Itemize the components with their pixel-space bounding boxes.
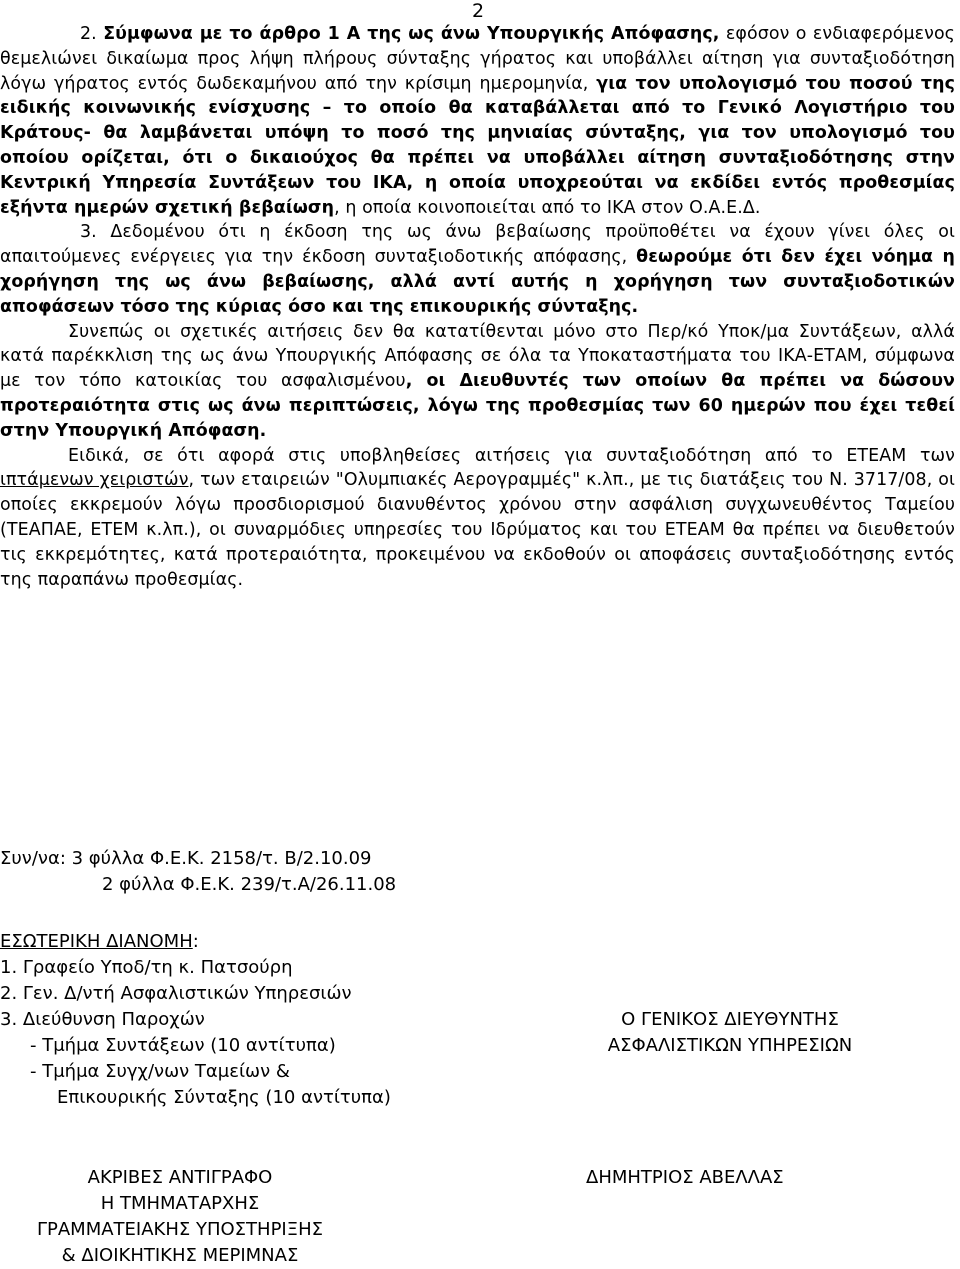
paragraph-4-bold-b: , οι Διευθυντές των οποίων θα πρέπει να δώσουν προτεραιότητα στις ως άνω περιπτώσεις, λόγω της προθεσμίας των 60 ημερών που έχει τεθεί στην Υπουργική Απόφαση. — [0, 371, 955, 441]
paragraph-3-text-a: Δεδομένου ότι η έκδοση της ως άνω βεβαίωσης προϋποθέτει να έχουν γίνει όλες οι απαιτούμενες ενέργειες για την έκδοση συνταξιοδοτικής απόφασης, — [0, 222, 955, 268]
paragraph-4-text-a: Συνεπώς οι σχετικές αιτήσεις δεν θα κατατίθενται μόνο στο Περ/κό Υποκ/μα Συντάξεων, αλλά κατά παρέκκλιση της ως άνω Υπουργικής Απόφασης σε όλα τα Υποκαταστήματα του ΙΚΑ-ΕΤΑΜ, σύμφωνα με τον τόπο κατοικίας του ασφαλισμένου — [0, 321, 955, 392]
paragraph-2 — [0, 22, 955, 220]
signer-title-line-1: Ο ΓΕΝΙΚΟΣ ΔΙΕΥΘΥΝΤΗΣ — [621, 1009, 839, 1030]
distribution-item: 3. Διεύθυνση Παροχών — [0, 1009, 205, 1030]
signer-name: ΔΗΜΗΤΡΙΟΣ ΑΒΕΛΛΑΣ — [586, 1167, 784, 1188]
paragraph-2-text-c: , η οποία κοινοποιείται από το ΙΚΑ στον Ο.Α.Ε.Δ. — [334, 197, 761, 218]
distribution-heading-colon: : — [192, 931, 199, 952]
certified-copy-line-2: Η ΤΜΗΜΑΤΑΡΧΗΣ — [100, 1193, 260, 1214]
certified-copy-block — [0, 1165, 360, 1269]
paragraph-3-number: 3. — [80, 222, 97, 243]
distribution-item: 2. Γεν. Δ/ντή Ασφαλιστικών Υπηρεσιών — [0, 983, 352, 1004]
attachment-line-2: 2 φύλλα Φ.Ε.Κ. 239/τ.Α/26.11.08 — [102, 874, 397, 895]
paragraph-2-number: 2. — [80, 24, 97, 44]
document-body — [0, 22, 955, 592]
distribution-sub-item: - Τμήμα Συγχ/νων Ταμείων & — [30, 1061, 290, 1082]
certified-copy-line-1: ΑΚΡΙΒΕΣ ΑΝΤΙΓΡΑΦΟ — [87, 1167, 273, 1188]
paragraph-4 — [0, 320, 955, 444]
signer-title-block — [560, 1007, 900, 1059]
paragraph-3-bold-b: θεωρούμε ότι δεν έχει νόημα η χορήγηση της ως άνω βεβαίωσης, αλλά αντί αυτής η χορήγηση των συνταξιοδοτικών αποφάσεων τόσο της κύριας όσο και της επικουρικής σύνταξης. — [0, 247, 955, 317]
paragraph-3 — [0, 220, 955, 319]
distribution-sub-item: - Τμήμα Συντάξεων (10 αντίτυπα) — [30, 1035, 336, 1056]
distribution-heading: ΕΣΩΤΕΡΙΚΗ ΔΙΑΝΟΜΗ — [0, 931, 193, 952]
paragraph-2-bold-lead: Σύμφωνα με το άρθρο 1 Α της ως άνω Υπουργικής Απόφασης, — [103, 24, 720, 44]
paragraph-5-text-b: , των εταιρειών "Ολυμπιακές Αερογραμμές" κ.λπ., με τις διατάξεις του Ν. 3717/08, οι οποίες εκκρεμούν λόγω προσδιορισμού διανυθέντος χρόνου στην ασφάλιση συγχωνευθέντος Ταμείου (ΤΕΑΠΑΕ, ΕΤΕΜ κ.λπ.), οι συναρμόδιες υπηρεσίες του Ιδρύματος και του ΕΤΕΑΜ θα πρέπει να διευθετούν τις εκκρεμότητες, κατά προτεραιότητα, προκειμένου να εκδοθούν οι αποφάσεις συνταξιοδότησης εντός της παραπάνω προθεσμίας. — [0, 470, 955, 590]
page-number: 2 — [472, 0, 485, 22]
distribution-item: 1. Γραφείο Υποδ/τη κ. Πατσούρη — [0, 957, 293, 978]
paragraph-2-text-a: εφόσον ο ενδιαφερόμενος θεμελιώνει δικαίωμα προς λήψη πλήρους σύνταξης γήρατος και υποβάλλει αίτηση για συνταξιοδότηση λόγω γήρατος εντός δωδεκαμήνου από την κρίσιμη ημερομηνία, — [0, 24, 955, 94]
distribution-heading-row — [0, 929, 391, 955]
internal-distribution — [0, 929, 391, 1111]
attachment-line-1: Συν/να: 3 φύλλα Φ.Ε.Κ. 2158/τ. Β/2.10.09 — [0, 848, 372, 869]
attachments-block — [0, 846, 396, 898]
paragraph-2-bold-b: για τον υπολογισμό του ποσού της ειδικής κοινωνικής ενίσχυσης – το οποίο θα καταβάλλεται από το Γενικό Λογιστήριο του Κράτους- θα λαμβάνεται υπόψη το ποσό της μηνιαίας σύνταξης, για τον υπολογισμό του οποίου ορίζεται, ότι ο δικαιούχος θα πρέπει να υποβάλλει αίτηση συνταξιοδότησης στην Κεντρική Υπηρεσία Συντάξεων του ΙΚΑ, η οποία υποχρεούται να εκδίδει εντός προθεσμίας εξήντα ημερών σχετική βεβαίωση — [0, 73, 955, 218]
certified-copy-line-3: ΓΡΑΜΜΑΤΕΙΑΚΗΣ ΥΠΟΣΤΗΡΙΞΗΣ — [36, 1219, 324, 1240]
certified-copy-line-4: & ΔΙΟΙΚΗΤΙΚΗΣ ΜΕΡΙΜΝΑΣ — [61, 1245, 299, 1266]
paragraph-5-text-a: Ειδικά, σε ότι αφορά στις υποβληθείσες αιτήσεις για συνταξιοδότηση από το ΕΤΕΑΜ των — [68, 445, 955, 466]
paragraph-5-underlined: ιπτάμενων χειριστών — [0, 470, 189, 491]
paragraph-5 — [0, 444, 955, 593]
distribution-sub-item-continuation: Επικουρικής Σύνταξης (10 αντίτυπα) — [57, 1087, 391, 1108]
signer-title-line-2: ΑΣΦΑΛΙΣΤΙΚΩΝ ΥΠΗΡΕΣΙΩΝ — [607, 1035, 853, 1056]
